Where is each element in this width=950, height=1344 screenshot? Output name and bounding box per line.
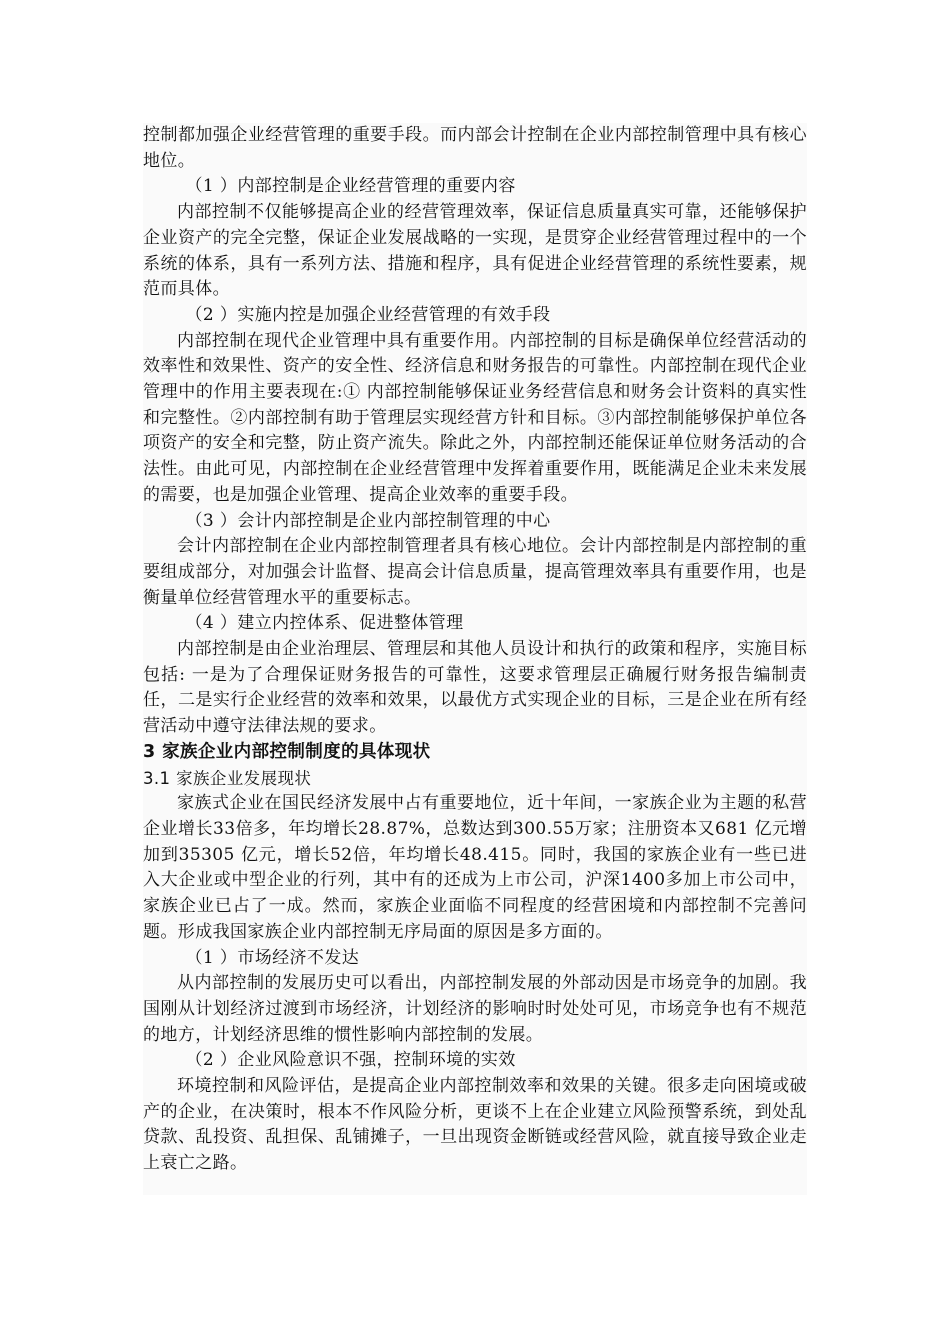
subheading: （2 ）实施内控是加强企业经营管理的有效手段	[185, 304, 551, 325]
paragraph: 内部控制不仅能够提高企业的经营管理效率，保证信息质量真实可靠，还能够保护企业资产的完全完整，保证企业发展战略的一实现，是贯穿企业经营管理过程中的一个系统的体系，具有一系列方法、措施和程序，具有促进企业经营管理的系统性要素，规范而具体。	[143, 202, 807, 300]
paragraph: 家族式企业在国民经济发展中占有重要地位，近十年间，一家族企业为主题的私营企业增长33倍多，年均增长28.87%，总数达到300.55万家；注册资本又681 亿元增加到35305 亿元，增长52倍，年均增长48.415。同时，我国的家族企业有一些已进入大企业或中型企业的行列，其中有的还成为上市公司，沪深1400多加上市公司中，家族企业已占了一成。然而，家族企业面临不同程度的经营困境和内部控制不完善问题。形成我国家族企业内部控制无序局面的原因是多方面的。	[143, 793, 807, 942]
subheading: （1 ）内部控制是企业经营管理的重要内容	[185, 176, 516, 197]
subheading: （2 ）企业风险意识不强，控制环境的实效	[185, 1050, 516, 1071]
paragraph: 环境控制和风险评估，是提高企业内部控制效率和效果的关键。很多走向困境或破产的企业，在决策时，根本不作风险分析，更谈不上在企业建立风险预警系统，到处乱贷款、乱投资、乱担保、乱铺摊子，一旦出现资金断链或经营风险，就直接导致企业走上衰亡之路。	[143, 1076, 807, 1174]
document-page	[143, 123, 807, 1195]
paragraph: 内部控制在现代企业管理中具有重要作用。内部控制的目标是确保单位经营活动的效率性和效果性、资产的安全性、经济信息和财务报告的可靠性。内部控制在现代企业管理中的作用主要表现在:① 内部控制能够保证业务经营信息和财务会计资料的真实性和完整性。②内部控制有助于管理层实现经营方针和目标。③内部控制能够保护单位各项资产的安全和完整，防止资产流失。除此之外，内部控制还能保证单位财务活动的合法性。由此可见，内部控制在企业经营管理中发挥着重要作用，既能满足企业未来发展的需要，也是加强企业管理、提高企业效率的重要手段。	[143, 330, 807, 505]
paragraph: 控制都加强企业经营管理的重要手段。而内部会计控制在企业内部控制管理中具有核心地位。	[143, 125, 807, 171]
subsection-heading: 3.1 家族企业发展现状	[143, 768, 312, 788]
subheading: （4 ）建立内控体系、促进整体管理	[185, 613, 464, 634]
section-heading: 3 家族企业内部控制制度的具体现状	[143, 741, 431, 762]
paragraph: 内部控制是由企业治理层、管理层和其他人员设计和执行的政策和程序，实施目标包括: 一是为了合理保证财务报告的可靠性，这要求管理层正确履行财务报告编制责任，二是实行企业经营的效率和效果，以最优方式实现企业的目标，三是企业在所有经营活动中遵守法律法规的要求。	[143, 639, 807, 737]
subheading: （3 ）会计内部控制是企业内部控制管理的中心	[185, 510, 551, 531]
paragraph: 会计内部控制在企业内部控制管理者具有核心地位。会计内部控制是内部控制的重要组成部分，对加强会计监督、提高会计信息质量，提高管理效率具有重要作用，也是衡量单位经营管理水平的重要标志。	[143, 536, 807, 608]
paragraph: 从内部控制的发展历史可以看出，内部控制发展的外部动因是市场竞争的加剧。我国刚从计划经济过渡到市场经济，计划经济的影响时时处处可见，市场竞争也有不规范的地方，计划经济思维的惯性影响内部控制的发展。	[143, 973, 807, 1045]
subheading: （1 ）市场经济不发达	[185, 947, 360, 968]
